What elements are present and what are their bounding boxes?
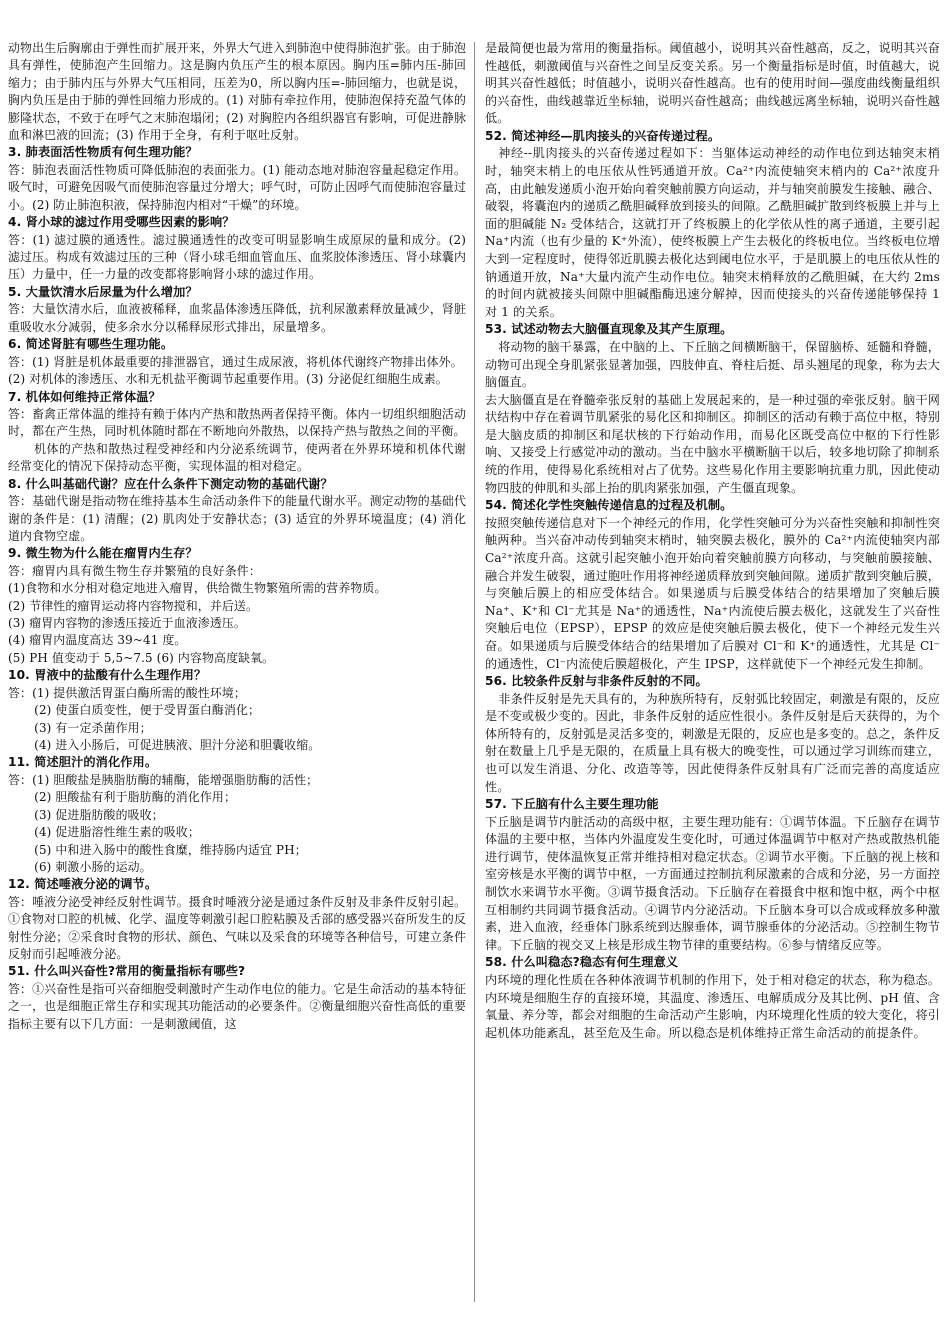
answer-paragraph: (3) 瘤胃内容物的渗透压接近于血液渗透压。 [8, 616, 246, 631]
answer-paragraph: 答：(1) 肾脏是机体最重要的排泄器官，通过生成尿液，将机体代谢终产物排出体外。 [8, 354, 463, 369]
answer-paragraph: 答：①兴奋性是指可兴奋细胞受刺激时产生动作电位的能力。它是生命活动的基本特征之一，也是细胞正常生存和实现其功能活动的必要条件。②衡量细胞兴奋性高低的重要指标主要有以下几方面：一是刺激阈值，这 [8, 981, 466, 1031]
answer-paragraph: 答：畜禽正常体温的维持有赖于体内产热和散热两者保持平衡。体内一切组织细胞活动时，都在产生热，同时机体随时都在不断地向外散热，以保持产热与散热之间的平衡。 [8, 407, 466, 439]
answer-paragraph: 答：大量饮清水后，血液被稀释，血浆晶体渗透压降低，抗利尿激素释放量减少，肾脏重吸收水分减弱，使多余水分以稀释尿形式排出，尿量增多。 [8, 302, 466, 334]
answer-paragraph: (2) 对机体的渗透压、水和无机盐平衡调节起重要作用。(3) 分泌促红细胞生成素。 [8, 372, 448, 387]
answer-paragraph: 答：肺泡表面活性物质可降低肺泡的表面张力。(1) 能动态地对肺泡容量起稳定作用。吸气时，可避免因吸气而使肺泡容量过分增大；呼气时，可防止因呼气而使肺泡容量过小。(2) 防止肺泡积液，保持肺泡内相对“干燥”的环境。 [8, 162, 466, 212]
answer-paragraph: 下丘脑是调节内脏活动的高级中枢，主要生理功能有：①调节体温。下丘脑存在调节体温的主要中枢，当体内外温度发生变化时，可通过体温调节中枢对产热或散热机能进行调节，使体温恢复正常并维持相对稳定状态。②调节水平衡。下丘脑的视上核和室旁核是水平衡的调节中枢，一方面通过控制抗利尿激素的合成和分泌，另一方面控制饮水来调节水平衡。③调节摄食活动。下丘脑存在着摄食中枢和饱中枢，两个中枢互相制约共同调节摄食活动。④调节内分泌活动。下丘脑本身可以合成或释放多种激素，进入血液，经垂体门脉系统到达腺垂体，调节腺垂体的分泌活动。⑤控制生物节律。下丘脑的视交叉上核是形成生物节律的重要结构。⑥参与情绪反应等。 [485, 814, 940, 952]
question-heading: 4. 肾小球的滤过作用受哪些因素的影响？ [8, 215, 235, 230]
answer-paragraph: (2) 胆酸盐有利于脂肪酶的消化作用； [34, 790, 237, 805]
question-heading: 54. 简述化学性突触传递信息的过程及机制。 [485, 498, 733, 513]
question-heading: 12. 简述唾液分泌的调节。 [8, 877, 158, 892]
answer-paragraph: 答：基础代谢是指动物在维持基本生命活动条件下的能量代谢水平。测定动物的基础代谢的条件是：(1) 清醒；(2) 肌肉处于安静状态；(3) 适宜的外界环境温度；(4) 消化道内食物空虚。 [8, 494, 466, 543]
answer-paragraph: 按照突触传递信息对下一个神经元的作用，化学性突触可分为兴奋性突触和抑制性突触两种。当兴奋冲动传到轴突末梢时，轴突膜去极化，膜外的 Ca²⁺内流使轴突内部 Ca²⁺浓度升高。这就引起突触小泡开始向着突触前膜方向移动，与突触前膜接触、融合并发生破裂，通过胞吐作用将神经递质释放到突触间隙。递质扩散到突触后膜，与突触后膜上的相应受体结合。如果递质与后膜受体结合的结果增加了突触后膜 Na⁺、K⁺和 Cl⁻尤其是 Na⁺的通透性，Na⁺内流使后膜去极化，这就发生了兴奋性突触后电位（EPSP），EPSP 的效应是使突触后膜去极化，使下一个神经元发生兴奋。如果递质与后膜受体结合的结果增加了后膜对 Cl⁻和 K⁺的通透性，尤其是 Cl⁻的通透性，Cl⁻内流使后膜超极化，产生 IPSP，这样就使下一个神经元发生抑制。 [485, 515, 940, 671]
question-heading: 7. 机体如何维持正常体温？ [8, 389, 161, 404]
answer-paragraph: 答：(1) 提供激活胃蛋白酶所需的酸性环境； [8, 685, 246, 700]
question-heading: 56. 比较条件反射与非条件反射的不同。 [485, 674, 708, 689]
answer-paragraph: (2) 使蛋白质变性，便于受胃蛋白酶消化； [34, 703, 261, 718]
answer-paragraph: 答：唾液分泌受神经反射性调节。摄食时唾液分泌是通过条件反射及非条件反射引起。①食物对口腔的机械、化学、温度等刺激引起口腔粘膜及舌部的感受器兴奋所发生的反射性分泌；②采食时食物的形状、颜色、气味以及采食的环境等各种信号，可建立条件反射而引起唾液分泌。 [8, 894, 466, 962]
question-heading: 6. 简述肾脏有哪些生理功能。 [8, 337, 174, 352]
question-heading: 52. 简述神经—肌肉接头的兴奋传递过程。 [485, 128, 721, 143]
answer-paragraph: (5) 中和进入肠中的酸性食糜，维持肠内适宜 PH； [34, 842, 307, 857]
question-heading: 11. 简述胆汁的消化作用。 [8, 755, 158, 770]
answer-paragraph: (4) 促进脂溶性维生素的吸收； [34, 825, 200, 840]
answer-paragraph: 机体的产热和散热过程受神经和内分泌系统调节，使两者在外界环境和机体代谢经常变化的情况下保持动态平衡，实现体温的相对稳定。 [8, 441, 466, 474]
answer-paragraph: (5) PH 值变动于 5,5~7.5 (6) 内容物高度缺氧。 [8, 650, 275, 665]
answer-paragraph: (6) 刺激小肠的运动。 [34, 859, 152, 874]
question-heading: 9. 微生物为什么能在瘤胃内生存？ [8, 546, 198, 561]
answer-paragraph: 将动物的脑干暴露，在中脑的上、下丘脑之间横断脑干，保留脑桥、延髓和脊髓，动物可出现全身肌紧张显著加强，四肢伸直、脊柱后挺、昂头翘尾的现象，称为去大脑僵直。 [485, 339, 940, 390]
right-column [475, 40, 940, 1344]
answer-paragraph: (3) 有一定杀菌作用； [34, 720, 152, 735]
answer-paragraph: 内环境的理化性质在各种体液调节机制的作用下，处于相对稳定的状态，称为稳态。内环境是细胞生存的直接环境，其温度、渗透压、电解质成分及其比例、pH 值、含氧量、养分等，都会对细胞的生命活动产生影响，内环境理化性质的较大变化，将引起机体功能紊乱，甚至危及生命。所以稳态是机体维持正常生命活动的前提条件。 [485, 972, 940, 1040]
answer-paragraph: 是最简便也最为常用的衡量指标。阈值越小，说明其兴奋性越高，反之，说明其兴奋性越低，刺激阈值与兴奋性之间呈反变关系。另一个衡量指标是时值，时值越大，说明其兴奋性越低；时值越小，说明兴奋性越高。也有的使用时间—强度曲线衡量组织的兴奋性，曲线越靠近坐标轴，说明兴奋性越高；曲线越远离坐标轴，说明兴奋性越低。 [485, 41, 940, 126]
question-heading: 10. 胃液中的盐酸有什么生理作用？ [8, 668, 207, 683]
left-column [8, 40, 474, 1344]
answer-paragraph: 非条件反射是先天具有的，为种族所特有，反射弧比较固定，刺激是有限的，反应是不变或极少变的。因此，非条件反射的适应性很小。条件反射是后天获得的，为个体所特有的，反射弧是灵活多变的，刺激是无限的，反应也是多变的。总之，条件反射在数量上几乎是无限的，在质量上具有极大的晚变性，可以通过学习训练而建立，也可以发生消退、分化、改造等等，因此使得条件反射具有广泛而完善的高度适应性。 [485, 691, 940, 794]
answer-paragraph: 答：(1) 胆酸盐是胰脂肪酶的辅酶，能增强脂肪酶的活性； [8, 772, 319, 787]
answer-paragraph: 答：(1) 滤过膜的通透性。滤过膜通透性的改变可明显影响生成原尿的量和成分。(2) 滤过压。构成有效滤过压的三种（肾小球毛细血管血压、血浆胶体渗透压、肾小球囊内压）力量中，任一力量的改变都将影响肾小球的滤过作用。 [8, 232, 466, 282]
question-heading: 57. 下丘脑有什么主要生理功能 [485, 797, 659, 812]
question-heading: 58. 什么叫稳态?稳态有何生理意义 [485, 955, 679, 970]
answer-paragraph: 动物出生后胸廓由于弹性而扩展开来，外界大气进入到肺泡中使得肺泡扩张。由于肺泡具有弹性，使肺泡产生回缩力。这是胸内负压产生的根本原因。胸内压=肺内压-肺回缩力；由于肺内压与外界大气压相同，压差为0，所以胸内压=-肺回缩力，也就是说，胸内负压是由于肺的弹性回缩力形成的。(1) 对肺有牵拉作用，使肺泡保持充盈气体的膨隆状态，不致于在呼气之末肺泡塌闭；(2) 对胸腔内各组织器官有影响，可促进静脉血和淋巴液的回流；(3) 作用于全身，有利于呕吐反射。 [8, 41, 466, 143]
answer-paragraph: (2) 节律性的瘤胃运动将内容物搅和，并后送。 [8, 598, 258, 613]
answer-paragraph: (4) 瘤胃内温度高达 39~41 度。 [8, 633, 187, 648]
answer-paragraph: (1)食物和水分相对稳定地进入瘤胃，供给微生物繁殖所需的营养物质。 [8, 581, 387, 596]
answer-paragraph: (4) 进入小肠后，可促进胰液、胆汁分泌和胆囊收缩。 [34, 738, 321, 752]
question-heading: 8. 什么叫基础代谢？应在什么条件下测定动物的基础代谢？ [8, 476, 333, 491]
answer-paragraph: 去大脑僵直是在脊髓牵张反射的基础上发展起来的，是一种过强的牵张反射。脑干网状结构中存在着调节肌紧张的易化区和抑制区。抑制区的活动有赖于高位中枢，特别是大脑皮质的抑制区和尾状核的下行始动作用，而易化区既受高位中枢的下行性影响、又接受上行感觉冲动的激动。当在中脑水平横断脑干以后，较多地切除了抑制系统的作用，使得易化系统相对占了优势。这些易化作用主要影响抗重力肌，因此使动物四肢的伸肌和头部上抬的肌肉紧张加强，产生僵直现象。 [485, 392, 940, 495]
answer-paragraph: 神经--肌肉接头的兴奋传递过程如下：当躯体运动神经的动作电位到达轴突末梢时，轴突末梢上的电压依从性钙通道开放。Ca²⁺内流使轴突末梢内的 Ca²⁺浓度升高，由此触发递质小泡开始向着突触前膜方向运动，并与轴突前膜发生接触、融合、破裂，将囊泡内的递质乙酰胆碱释放到接头的间隙。乙酰胆碱扩散到终板膜上并与上面的胆碱能 N₂ 受体结合，这就打开了终板膜上的化学依从性的离子通道，主要引起 Na⁺内流（也有少量的 K⁺外流），使终板膜上产生去极化的终板电位。当终板电位增大到一定程度时，使得邻近肌膜去极化达到阈电位水平，于是肌膜上的电压依从性的钠通道开放，Na⁺大量内流产生动作电位。轴突末梢释放的乙酰胆碱，在大约 2ms 的时间内就被接头间隙中胆碱酯酶迅速分解掉，因而使接头的兴奋传递能够保持 1 对 1 的关系。 [485, 146, 940, 319]
question-heading: 51. 什么叫兴奋性?常用的衡量指标有哪些? [8, 964, 246, 979]
question-heading: 53. 试述动物去大脑僵直现象及其产生原理。 [485, 322, 733, 337]
answer-paragraph: 答：瘤胃内具有微生物生存并繁殖的良好条件： [8, 563, 261, 578]
answer-paragraph: (3) 促进脂肪酸的吸收； [34, 807, 164, 822]
question-heading: 5. 大量饮清水后尿量为什么增加？ [8, 284, 198, 299]
question-heading: 3. 肺表面活性物质有何生理功能？ [8, 145, 198, 160]
